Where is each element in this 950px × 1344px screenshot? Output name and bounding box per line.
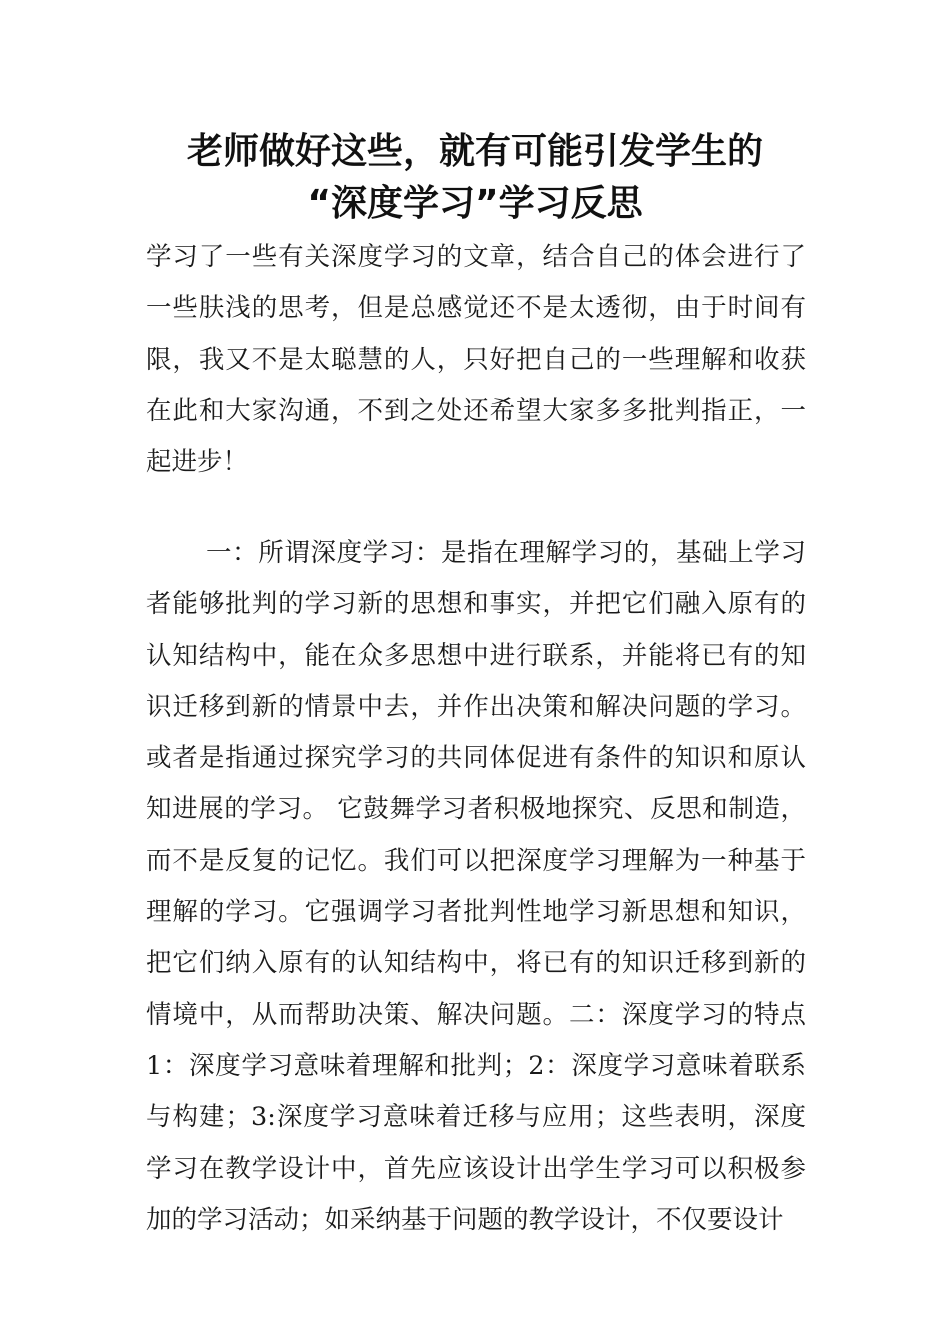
- title-line-1: 老师做好这些，就有可能引发学生的: [186, 131, 763, 172]
- intro-paragraph: 学习了一些有关深度学习的文章，结合自己的体会进行了一些肤浅的思考，但是总感觉还不是太透彻，由于时间有限，我又不是太聪慧的人，只好把自己的一些理解和收获在此和大家沟通，不到之处还希望大家多多批判指正，一起进步！: [146, 242, 806, 478]
- main-paragraph: 一：所谓深度学习：是指在理解学习的，基础上学习者能够批判的学习新的思想和事实，并把它们融入原有的认知结构中，能在众多思想中进行联系，并能将已有的知识迁移到新的情景中去，并作出决策和解决问题的学习。或者是指通过探究学习的共同体促进有条件的知识和原认知进展的学习。 它鼓舞学习者积极地探究、反思和制造，而不是反复的记忆。我们可以把深度学习理解为一种基于理解的学习。它强调学习者批判性地学习新思想和知识，把它们纳入原有的认知结构中，将已有的知识迁移到新的情境中，从而帮助决策、解决问题。二：深度学习的特点1：深度学习意味着理解和批判；2：深度学习意味着联系与构建；3:深度学习意味着迁移与应用；这些表明，深度学习在教学设计中，首先应该设计出学生学习可以积极参加的学习活动；如采纳基于问题的教学设计，不仅要设计: [146, 538, 806, 1235]
- document-title: [120, 126, 830, 230]
- title-line-2: “深度学习”学习反思: [307, 183, 643, 224]
